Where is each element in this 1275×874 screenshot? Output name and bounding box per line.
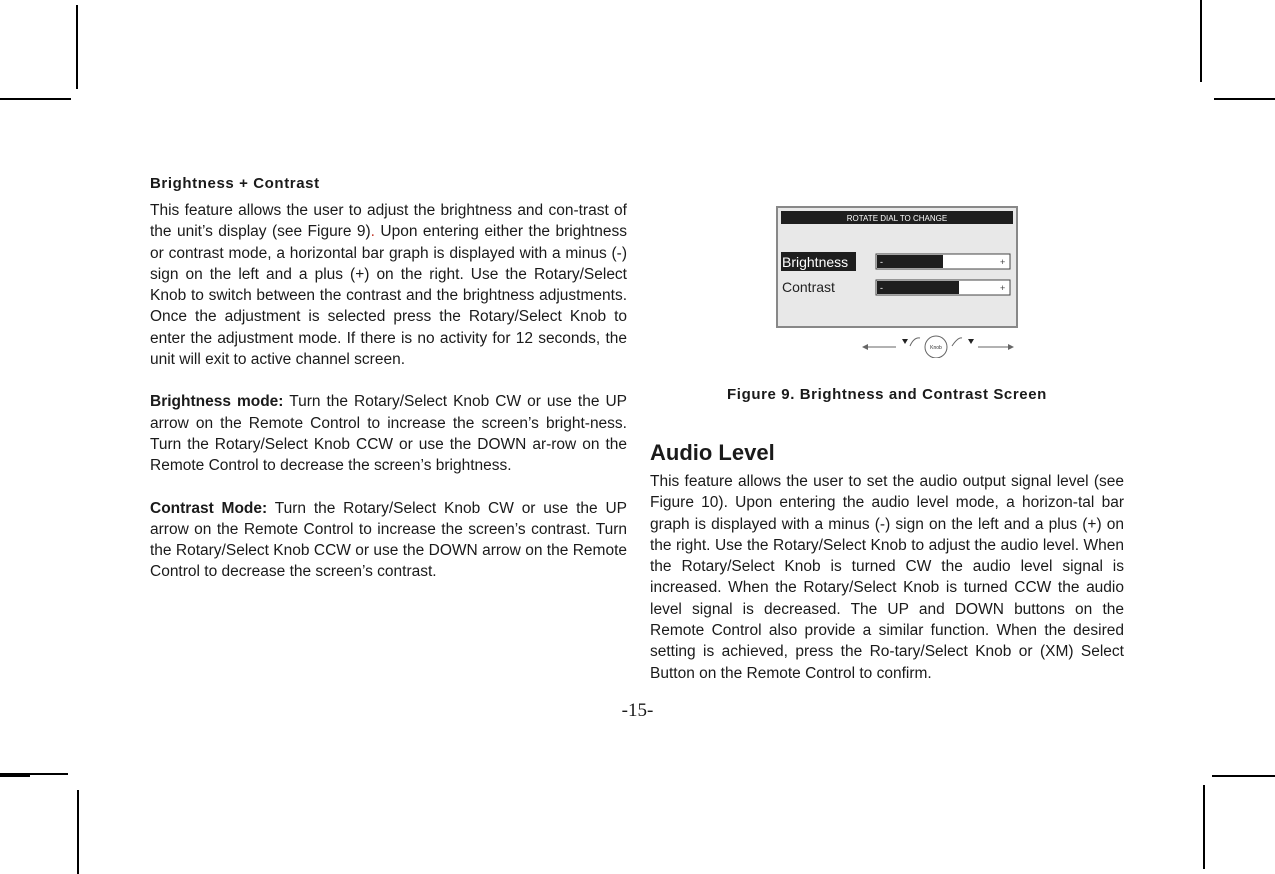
cw-marker-icon — [968, 339, 974, 344]
right-column — [650, 440, 1124, 684]
crop-mark — [1212, 775, 1275, 777]
brightness-mode-paragraph: Brightness mode: Turn the Rotary/Select Knob CW or use the UP arrow on the Remote Control to increase the screen’s bright-ness. Turn the Rotary/Select Knob CCW or use the DOWN ar-row on the Remote Control to decrease the screen’s brightness. — [150, 393, 628, 475]
section-heading-audio-level: Audio Level — [650, 440, 775, 465]
contrast-plus: + — [1000, 283, 1006, 293]
intro-paragraph: This feature allows the user to adjust the brightness and con-trast of the unit’s display (see Figure 9). Upon entering either the brightness or contrast mode, a horizontal bar graph is displayed with a minus (-) sign on the left and a plus (+) on the right. Use the Rotary/Select Knob to switch between the contrast and the brightness adjustments. Once the adjustment is selected press the Rotary/Select Knob to enter the adjustment mode. If there is no activity for 12 seconds, the unit will exit to active channel screen. — [150, 202, 627, 369]
section-heading-brightness-contrast: Brightness + Contrast — [150, 175, 320, 192]
crop-mark — [1203, 785, 1205, 869]
brightness-plus: + — [1000, 257, 1006, 267]
left-arrow-icon — [862, 344, 868, 350]
contrast-bar-fill — [877, 281, 959, 294]
crop-mark — [76, 5, 78, 89]
figure-9-brightness-contrast-screen — [776, 206, 1020, 363]
ccw-marker-icon — [902, 339, 908, 344]
page-number: -15- — [621, 700, 654, 721]
crop-mark — [0, 98, 71, 100]
contrast-minus: - — [880, 283, 883, 293]
audio-level-paragraph: This feature allows the user to set the audio output signal level (see Figure 10). Upon entering the audio level mode, a horizon-tal bar graph is displayed with a minus (-) sign on the left and a plus (+) on the right. Use the Rotary/Select Knob to adjust the audio level. When the Rotary/Select Knob is turned CW the audio level signal is increased. When the Rotary/Select Knob is turned CCW the audio level signal is decreased. The UP and DOWN buttons on the Remote Control also provide a similar function. When the desired setting is achieved, press the Ro-tary/Select Knob or (XM) Select Button on the Remote Control to confirm. — [650, 473, 1124, 682]
brightness-row-label: Brightness — [782, 254, 849, 270]
brightness-minus: - — [880, 257, 883, 267]
lcd-screen-illustration — [776, 206, 1020, 358]
crop-mark — [0, 773, 30, 777]
crop-mark — [1214, 98, 1275, 100]
brightness-bar-fill — [877, 255, 943, 268]
figure-caption: Figure 9. Brightness and Contrast Screen — [727, 386, 1047, 403]
crop-mark — [77, 790, 79, 874]
left-column — [150, 174, 627, 583]
contrast-mode-label: Contrast Mode: — [150, 499, 268, 517]
ccw-curve — [910, 338, 920, 346]
crop-mark — [1200, 0, 1202, 82]
contrast-row-label: Contrast — [782, 279, 835, 295]
contrast-mode-paragraph: Contrast Mode: Turn the Rotary/Select Knob CW or use the UP arrow on the Remote Control to increase the screen’s contrast. Turn the Rotary/Select Knob CCW or use the DOWN arrow on the Remote Control to decrease the screen’s contrast. — [150, 499, 627, 581]
knob-label: Knob — [930, 345, 942, 351]
brightness-mode-label: Brightness mode: — [150, 393, 284, 411]
right-arrow-icon — [1008, 344, 1014, 350]
cw-curve — [952, 338, 962, 346]
screen-header-text: ROTATE DIAL TO CHANGE — [846, 214, 948, 223]
